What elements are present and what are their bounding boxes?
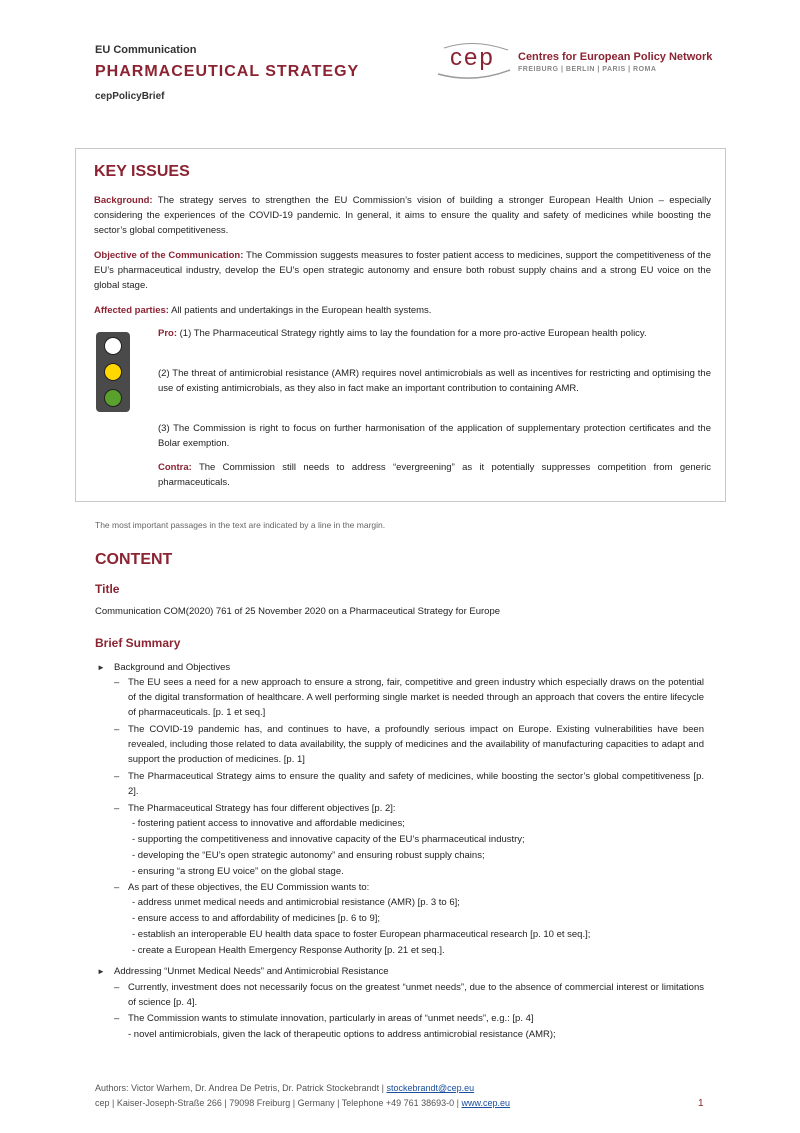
pro-paragraph-1 — [158, 326, 711, 341]
eu-communication-label: EU Communication — [95, 44, 197, 56]
dash-icon: – — [114, 882, 120, 893]
s2-dash-2: The Commission wants to stimulate innovation, particularly in areas of “unmet needs”, e.g.: [p. 4] — [128, 1013, 534, 1024]
dash-icon: – — [114, 1013, 120, 1024]
list-item: - ensuring “a strong EU voice” on the global stage. — [132, 866, 344, 877]
dash-icon: – — [114, 771, 120, 782]
section-unmet-needs: Addressing “Unmet Medical Needs” and Antimicrobial Resistance — [114, 966, 389, 977]
dash-icon: – — [114, 803, 120, 814]
list-item: - address unmet medical needs and antimicrobial resistance (AMR) [p. 3 to 6]; — [132, 897, 460, 908]
cep-logo-text: cep — [450, 44, 495, 71]
background-label: Background: — [94, 195, 153, 206]
affected-paragraph — [94, 303, 711, 318]
s1-dash-3: The Pharmaceutical Strategy aims to ensure the quality and safety of medicines, while boosting the sector’s global competitiveness [p. 2]. — [128, 771, 704, 797]
title-heading: Title — [95, 582, 120, 596]
bullet-icon: ► — [97, 663, 105, 672]
logo-network-name: Centres for European Policy Network — [518, 51, 713, 63]
s1-dash-5: As part of these objectives, the EU Commission wants to: — [128, 882, 370, 893]
cep-logo — [434, 40, 514, 84]
objective-text: The Commission suggests measures to foster patient access to medicines, support the competitiveness of the EU’s pharmaceutical industry, develop the EU’s open strategic autonomy and ensure both robust supply chains and a strong EU voice on the global stage. — [94, 250, 711, 291]
list-item: - ensure access to and affordability of medicines [p. 6 to 9]; — [132, 913, 381, 924]
footer-authors — [95, 1083, 474, 1093]
traffic-light-icon — [96, 332, 130, 412]
s2-dash-1: Currently, investment does not necessarily focus on the greatest “unmet needs”, due to the absence of commercial interest or limitations of science [p. 4]. — [128, 982, 704, 1008]
section-background-objectives: Background and Objectives — [114, 662, 231, 673]
list-item: - fostering patient access to innovative and affordable medicines; — [132, 818, 405, 829]
website-link[interactable]: www.cep.eu — [461, 1098, 511, 1108]
margin-note: The most important passages in the text are indicated by a line in the margin. — [95, 520, 386, 530]
s1-dash-1: The EU sees a need for a new approach to ensure a strong, fair, competitive and green industry which especially draws on the potential of the digital transformation of healthcare. A well performing single market is needed through an approach that covers the entire lifecycle of pharmaceuticals. [p. 1 et seq.] — [128, 677, 704, 718]
logo-cities: FREIBURG | BERLIN | PARIS | ROMA — [518, 66, 657, 73]
s1-dash-2: The COVID-19 pandemic has, and continues to have, a profoundly serious impact on Europe. Existing vulnerabilities have been revealed, including those related to data availability, the supply of medicines and the availability of manufacturing capacities to adapt and support the production of medicines. [p. 1] — [128, 724, 704, 765]
list-item: - developing the “EU’s open strategic autonomy” and ensuring robust supply chains; — [132, 850, 485, 861]
pro-paragraph-2: (2) The threat of antimicrobial resistance (AMR) requires novel antimicrobials as well as incentives for restricting and optimising the use of existing antimicrobials, as they also in fact make an important contribution to containing AMR. — [158, 368, 711, 394]
address-text: cep | Kaiser-Joseph-Straße 266 | 79098 Freiburg | Germany | Telephone +49 761 38693-0 | — [95, 1098, 459, 1108]
document-title: PHARMACEUTICAL STRATEGY — [95, 63, 360, 80]
dash-icon: – — [114, 724, 120, 735]
pro-paragraph-3: (3) The Commission is right to focus on further harmonisation of the application of supplementary protection certificates and the Bolar exemption. — [158, 423, 711, 449]
footer-address — [95, 1098, 510, 1108]
email-link[interactable]: stockebrandt@cep.eu — [386, 1083, 475, 1093]
affected-label: Affected parties: — [94, 305, 169, 316]
affected-text: All patients and undertakings in the European health systems. — [171, 305, 432, 316]
list-item: - create a European Health Emergency Response Authority [p. 21 et seq.]. — [132, 945, 445, 956]
traffic-light-white — [104, 337, 122, 355]
contra-label: Contra: — [158, 462, 192, 473]
background-text: The strategy serves to strengthen the EU Commission’s vision of building a stronger European Health Union – especially considering the experiences of the COVID-19 pandemic. In general, it aims to ensure the quality and safety of medicines while boosting the sector’s global competitiveness. — [94, 195, 711, 236]
background-paragraph — [94, 193, 711, 238]
content-heading: CONTENT — [95, 551, 173, 568]
dash-icon: – — [114, 982, 120, 993]
dash-icon: – — [114, 677, 120, 688]
page-number: 1 — [698, 1098, 704, 1109]
pro-label: Pro: — [158, 328, 177, 339]
title-text: Communication COM(2020) 761 of 25 November 2020 on a Pharmaceutical Strategy for Europe — [95, 606, 501, 617]
contra-paragraph — [158, 460, 711, 490]
objective-paragraph — [94, 248, 711, 293]
objective-label: Objective of the Communication: — [94, 250, 244, 261]
policy-brief-label: cepPolicyBrief — [95, 91, 165, 102]
bullet-icon: ► — [97, 967, 105, 976]
traffic-light-green — [104, 389, 122, 407]
key-issues-title: KEY ISSUES — [94, 163, 190, 180]
contra-text: The Commission still needs to address “evergreening” as it potentially suppresses competition from generic pharmaceuticals. — [158, 462, 711, 488]
list-item: - novel antimicrobials, given the lack of therapeutic options to address antimicrobial resistance (AMR); — [128, 1029, 556, 1040]
s1-dash-4: The Pharmaceutical Strategy has four different objectives [p. 2]: — [128, 803, 396, 814]
traffic-light-yellow — [104, 363, 122, 381]
brief-summary-heading: Brief Summary — [95, 636, 181, 650]
authors-text: Authors: Victor Warhem, Dr. Andrea De Petris, Dr. Patrick Stockebrandt | — [95, 1083, 384, 1093]
list-item: - establish an interoperable EU health data space to foster European pharmaceutical research [p. 10 et seq.]; — [132, 929, 591, 940]
pro-1-text: (1) The Pharmaceutical Strategy rightly aims to lay the foundation for a more pro-active European health policy. — [179, 328, 647, 339]
list-item: - supporting the competitiveness and innovative capacity of the EU’s pharmaceutical industry; — [132, 834, 525, 845]
